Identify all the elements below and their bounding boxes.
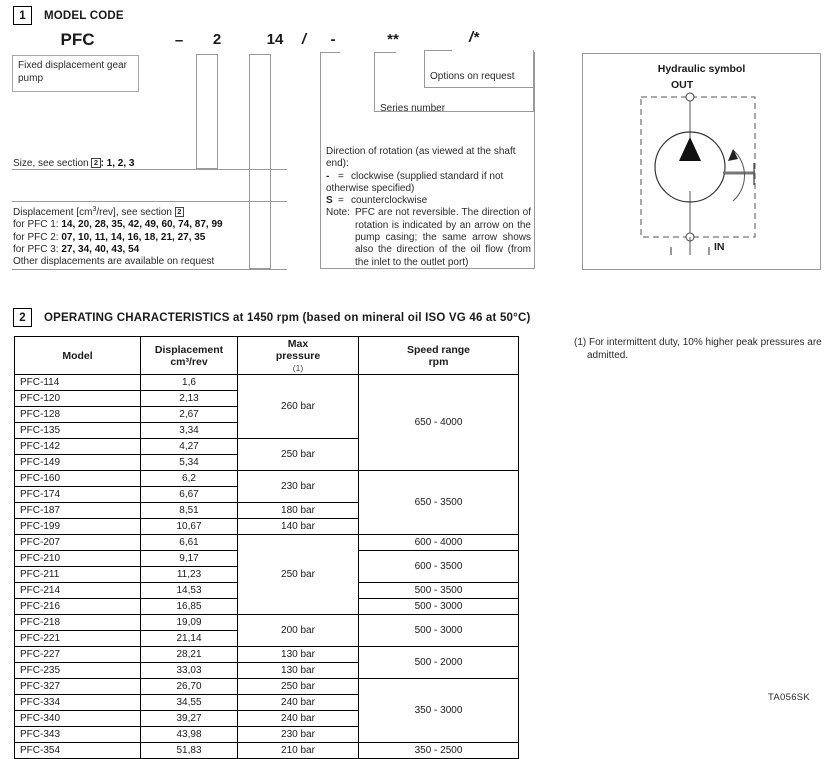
header-speed-line1: Speed range: [406, 343, 471, 356]
displacement-heading-sup: 3: [92, 206, 97, 213]
table-body: [15, 375, 519, 759]
table-header-row: [15, 337, 519, 375]
section-2-badge: 2: [13, 308, 32, 327]
displacement-line-1: [13, 219, 293, 231]
pump-boundary-dashed: [641, 97, 755, 237]
header-displacement-line2: cm³/rev: [170, 355, 208, 368]
table-row: [15, 679, 519, 695]
prefix-description-box: Fixed displacement gear pump: [12, 55, 139, 92]
displacement-heading-mid: /rev], see section: [96, 207, 172, 218]
cell-max-pressure: 210 bar: [238, 743, 359, 759]
model-code-options: /*: [468, 29, 479, 46]
displacement-footer: Other displacements are available on request: [13, 256, 215, 268]
cell-model: PFC-211: [15, 567, 141, 583]
cell-displacement: 43,98: [141, 727, 238, 743]
displacement-section-ref: 2: [175, 207, 184, 217]
cell-displacement: 8,51: [141, 503, 238, 519]
cell-displacement: 26,70: [141, 679, 238, 695]
header-displacement: [141, 337, 238, 375]
cell-displacement: 21,14: [141, 631, 238, 647]
cell-model: PFC-142: [15, 439, 141, 455]
size-section-ref: 2: [91, 158, 100, 168]
cell-max-pressure: 230 bar: [238, 471, 359, 503]
flow-direction-triangle: [679, 137, 701, 161]
cell-model: PFC-354: [15, 743, 141, 759]
header-speed-range: [359, 337, 519, 375]
rotation-eq-0: =: [338, 170, 344, 182]
displacement-line-1-label: for PFC 1:: [13, 219, 62, 231]
cell-model: PFC-227: [15, 647, 141, 663]
rotation-heading: Direction of rotation (as viewed at the shaft end):: [326, 146, 516, 170]
cell-max-pressure: 250 bar: [238, 679, 359, 695]
rotation-note-text: PFC are not reversible. The direction of rotation is indicated by an arrow on the pump casing; the same arrow shows also the direction of the oil flow (from the inlet to the outlet port): [355, 207, 531, 268]
displacement-heading-pre: Displacement [cm: [13, 207, 93, 218]
displacement-line-1-values: 14, 20, 28, 35, 42, 49, 60, 74, 87, 99: [61, 219, 223, 231]
cell-model: PFC-216: [15, 599, 141, 615]
cell-model: PFC-340: [15, 711, 141, 727]
cell-max-pressure: 130 bar: [238, 647, 359, 663]
model-code-slash: /: [301, 31, 307, 48]
cell-displacement: 2,13: [141, 391, 238, 407]
rotation-entry-clockwise: [326, 171, 531, 196]
cell-model: PFC-120: [15, 391, 141, 407]
cell-displacement: 9,17: [141, 551, 238, 567]
cell-model: PFC-235: [15, 663, 141, 679]
rotation-arrow-head: [728, 149, 738, 161]
header-model: Model: [15, 337, 141, 375]
header-displacement-line1: Displacement: [154, 343, 224, 356]
cell-displacement: 33,03: [141, 663, 238, 679]
out-port-circle: [686, 93, 694, 101]
series-leader-stub: [374, 52, 396, 53]
cell-max-pressure: 180 bar: [238, 503, 359, 519]
cell-max-pressure: 200 bar: [238, 615, 359, 647]
cell-displacement: 34,55: [141, 695, 238, 711]
cell-model: PFC-199: [15, 519, 141, 535]
size-label-text: Size, see section: [13, 158, 89, 169]
header-pressure-line1: Max: [287, 337, 309, 350]
cell-displacement: 6,67: [141, 487, 238, 503]
displacement-block-bottom-rule: [12, 269, 287, 270]
cell-model: PFC-343: [15, 727, 141, 743]
model-code-dash: –: [174, 32, 184, 49]
cell-displacement: 16,85: [141, 599, 238, 615]
in-port-label: IN: [714, 241, 725, 253]
options-label: Options on request: [430, 71, 515, 82]
cell-displacement: 1,6: [141, 375, 238, 391]
cell-displacement: 19,09: [141, 615, 238, 631]
size-leader-bracket: [196, 54, 218, 169]
cell-speed-range: 600 - 3500: [359, 551, 519, 583]
rotation-note-label: Note:: [326, 207, 350, 219]
cell-displacement: 39,27: [141, 711, 238, 727]
section-2-title: OPERATING CHARACTERISTICS at 1450 rpm (based on mineral oil ISO VG 46 at 50°C): [44, 311, 531, 324]
displacement-block-top-rule: [12, 201, 287, 202]
rotation-note: [326, 207, 531, 268]
cell-model: PFC-334: [15, 695, 141, 711]
cell-max-pressure: 240 bar: [238, 711, 359, 727]
section-1-title: MODEL CODE: [44, 9, 124, 22]
model-code-prefix: PFC: [60, 30, 95, 49]
cell-speed-range: 500 - 3000: [359, 599, 519, 615]
displacement-line-2-label: for PFC 2:: [13, 231, 62, 243]
rotation-entry-counterclockwise: [326, 195, 531, 207]
displacement-line-3: [13, 244, 293, 256]
displacement-line-2-values: 07, 10, 11, 14, 16, 18, 21, 27, 35: [61, 231, 206, 243]
series-number-label: Series number: [380, 103, 446, 114]
rotation-eq-1: =: [338, 195, 344, 207]
document-code: TA056SK: [768, 692, 811, 703]
cell-model: PFC-160: [15, 471, 141, 487]
displacement-heading: [13, 204, 293, 219]
cell-max-pressure: 140 bar: [238, 519, 359, 535]
cell-max-pressure: 250 bar: [238, 535, 359, 615]
operating-characteristics-table-wrap: [14, 336, 519, 759]
section-2-header: [13, 308, 530, 327]
displacement-description: [13, 204, 293, 268]
cell-speed-range: 650 - 3500: [359, 471, 519, 535]
table-row: [15, 743, 519, 759]
model-code-size: 2: [212, 31, 222, 48]
table-footnote: (1) For intermittent duty, 10% higher peak pressures are admitted.: [574, 337, 822, 361]
displacement-line-2: [13, 232, 293, 244]
model-code-series: **: [387, 31, 399, 48]
cell-model: PFC-218: [15, 615, 141, 631]
cell-displacement: 2,67: [141, 407, 238, 423]
cell-model: PFC-210: [15, 551, 141, 567]
model-code-rotation: -: [330, 31, 336, 48]
table-row: [15, 375, 519, 391]
header-pressure-footnote: (1): [292, 362, 304, 373]
options-leader-stub: [424, 50, 452, 51]
cell-model: PFC-128: [15, 407, 141, 423]
cell-model: PFC-114: [15, 375, 141, 391]
cell-max-pressure: 130 bar: [238, 663, 359, 679]
cell-speed-range: 600 - 4000: [359, 535, 519, 551]
cell-speed-range: 500 - 3000: [359, 615, 519, 647]
cell-max-pressure: 250 bar: [238, 439, 359, 471]
header-speed-line2: rpm: [428, 355, 449, 368]
cell-speed-range: 350 - 3000: [359, 679, 519, 743]
table-row: [15, 535, 519, 551]
cell-displacement: 4,27: [141, 439, 238, 455]
rotation-note-block: [326, 146, 531, 269]
cell-displacement: 14,53: [141, 583, 238, 599]
cell-displacement: 51,83: [141, 743, 238, 759]
displacement-line-3-label: for PFC 3:: [13, 243, 62, 255]
cell-displacement: 6,2: [141, 471, 238, 487]
hydraulic-symbol-title: Hydraulic symbol: [657, 63, 746, 75]
cell-model: PFC-149: [15, 455, 141, 471]
cell-max-pressure: 230 bar: [238, 727, 359, 743]
model-code-displacement: 14: [266, 31, 284, 48]
cell-speed-range: 500 - 2000: [359, 647, 519, 679]
cell-displacement: 10,67: [141, 519, 238, 535]
cell-speed-range: 500 - 3500: [359, 583, 519, 599]
cell-model: PFC-187: [15, 503, 141, 519]
cell-displacement: 28,21: [141, 647, 238, 663]
out-port-label: OUT: [671, 79, 694, 91]
hydraulic-symbol-panel: [582, 53, 821, 270]
cell-displacement: 5,34: [141, 455, 238, 471]
cell-speed-range: 350 - 2500: [359, 743, 519, 759]
displacement-line-3-values: 27, 34, 40, 43, 54: [61, 243, 140, 255]
table-row: [15, 615, 519, 631]
hydraulic-symbol-drawing: [583, 75, 820, 255]
header-max-pressure: [238, 337, 359, 375]
cell-max-pressure: 240 bar: [238, 695, 359, 711]
rotation-text-counterclockwise: counterclockwise: [351, 195, 428, 207]
table-row: [15, 647, 519, 663]
header-pressure-line2: pressure: [275, 349, 321, 362]
cell-displacement: 6,61: [141, 535, 238, 551]
rotation-text-clockwise: clockwise (supplied standard if not otherwise specified): [326, 170, 504, 194]
size-label-values: : 1, 2, 3: [100, 158, 135, 169]
table-row: [15, 471, 519, 487]
cell-displacement: 11,23: [141, 567, 238, 583]
cell-displacement: 3,34: [141, 423, 238, 439]
section-1-header: [13, 6, 124, 25]
cell-model: PFC-174: [15, 487, 141, 503]
section-1-badge: 1: [13, 6, 32, 25]
rotation-key-dash: -: [326, 170, 330, 182]
operating-characteristics-table: [14, 336, 519, 759]
cell-model: PFC-327: [15, 679, 141, 695]
rotation-leader-stub: [320, 52, 340, 53]
cell-model: PFC-207: [15, 535, 141, 551]
cell-model: PFC-135: [15, 423, 141, 439]
rotation-key-s: S: [326, 195, 333, 207]
cell-max-pressure: 260 bar: [238, 375, 359, 439]
cell-model: PFC-221: [15, 631, 141, 647]
cell-speed-range: 650 - 4000: [359, 375, 519, 471]
cell-model: PFC-214: [15, 583, 141, 599]
